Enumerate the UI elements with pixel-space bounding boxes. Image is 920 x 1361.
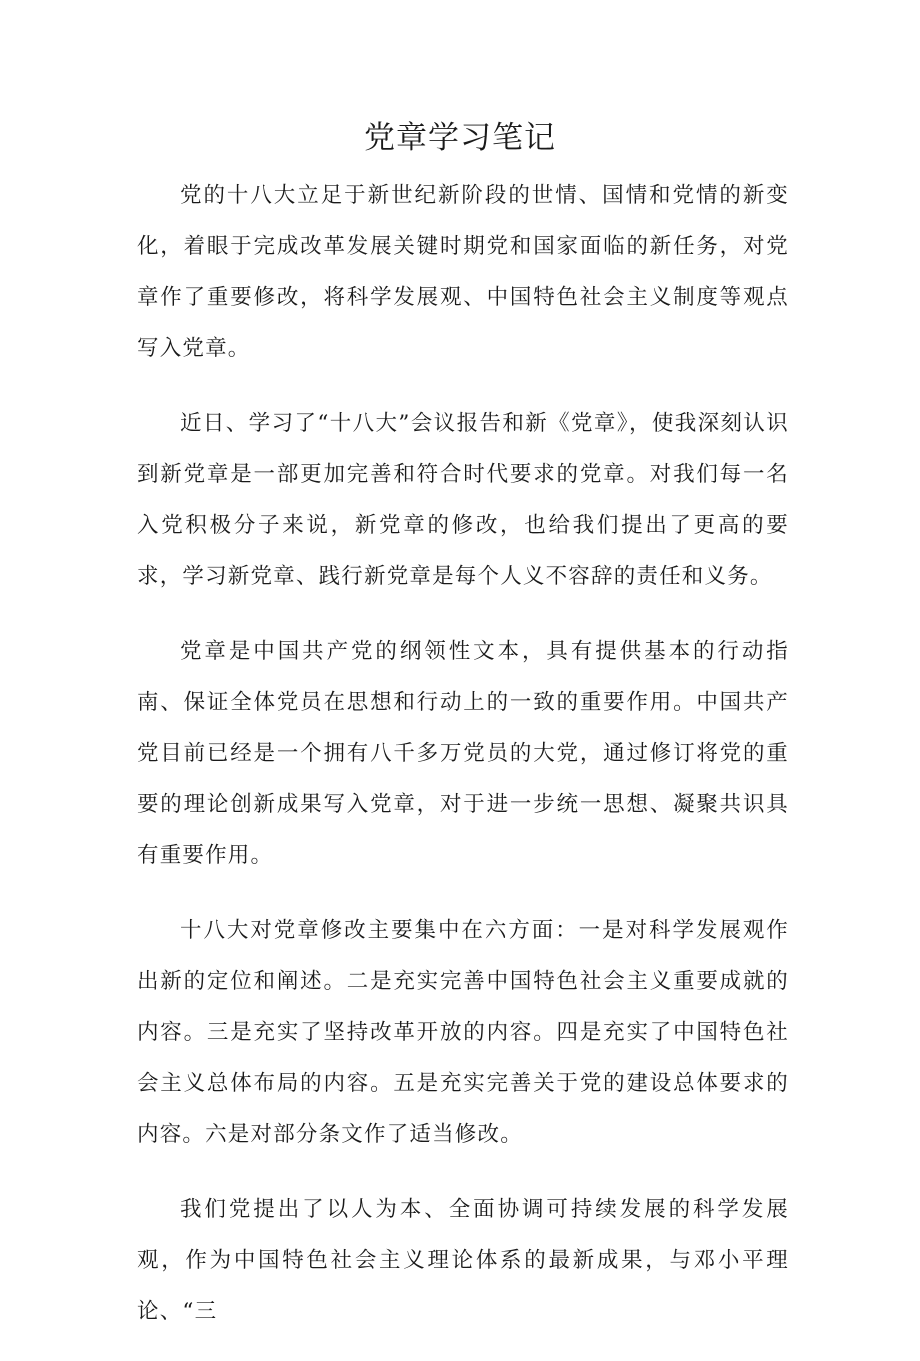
paragraph-1: 党的十八大立足于新世纪新阶段的世情、国情和党情的新变化，着眼于完成改革发展关键时期党和国家面临的新任务，对党章作了重要修改，将科学发展观、中国特色社会主义制度等观点写入党章。 bbox=[137, 183, 789, 361]
paragraph-4: 十八大对党章修改主要集中在六方面：一是对科学发展观作出新的定位和阐述。二是充实完善中国特色社会主义重要成就的内容。三是充实了坚持改革开放的内容。四是充实了中国特色社会主义总体布局的内容。五是充实完善关于党的建设总体要求的内容。六是对部分条文作了适当修改。 bbox=[137, 918, 789, 1147]
document-body bbox=[137, 170, 789, 1361]
document-title: 党章学习笔记 bbox=[364, 120, 556, 156]
paragraph-5: 我们党提出了以人为本、全面协调可持续发展的科学发展观，作为中国特色社会主义理论体系的最新成果，与邓小平理论、“三 bbox=[137, 1197, 789, 1324]
paragraph-3: 党章是中国共产党的纲领性文本，具有提供基本的行动指南、保证全体党员在思想和行动上的一致的重要作用。中国共产党目前已经是一个拥有八千多万党员的大党，通过修订将党的重要的理论创新成果写入党章，对于进一步统一思想、凝聚共识具有重要作用。 bbox=[137, 639, 789, 868]
paragraph-2: 近日、学习了“十八大”会议报告和新《党章》，使我深刻认识到新党章是一部更加完善和符合时代要求的党章。对我们每一名入党积极分子来说，新党章的修改，也给我们提出了更高的要求，学习新党章、践行新党章是每个人义不容辞的责任和义务。 bbox=[137, 411, 789, 589]
